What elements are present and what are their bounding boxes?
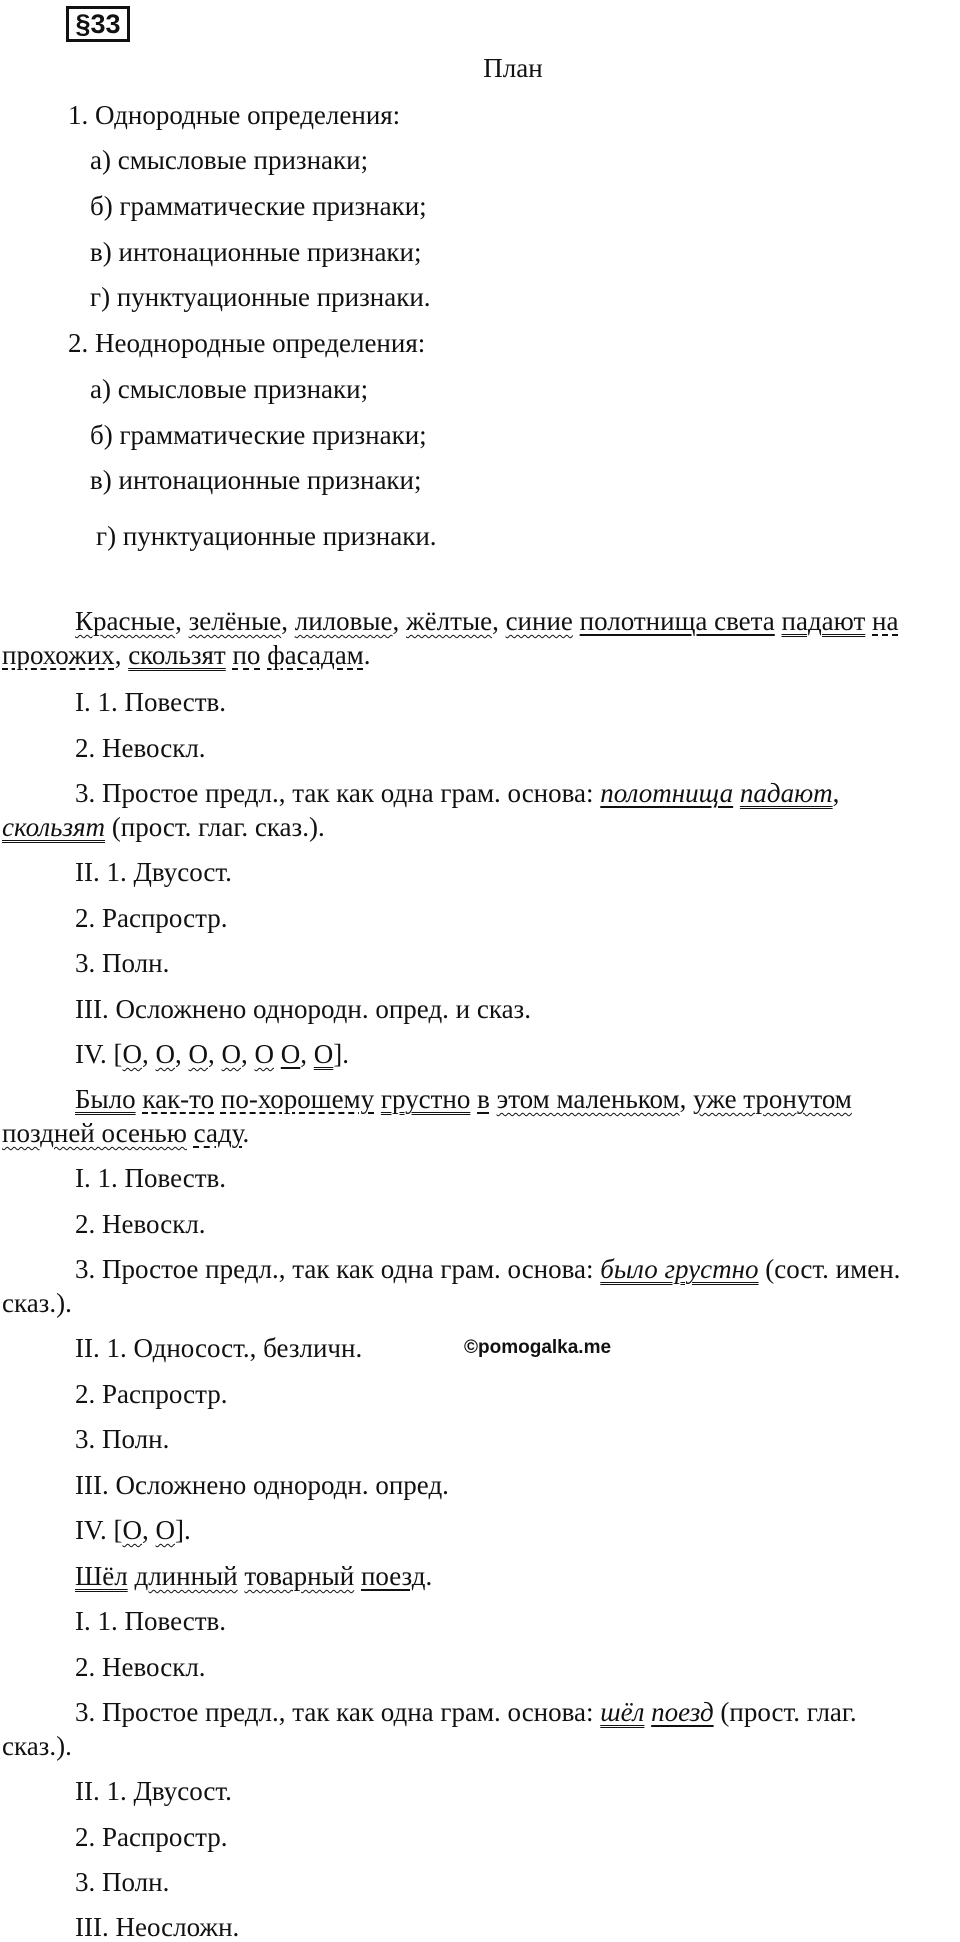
s2-analysis-4: II. 1. Односост., безличн. [75, 1333, 363, 1363]
s3-analysis-7: III. Неосложн. [75, 1912, 240, 1942]
sentence-1-line-1: Красные, зелёные, лиловые, жёлтые, синие полотнища света падают на [75, 606, 899, 636]
plan-item-2b: б) грамматические признаки; [90, 420, 427, 450]
s2-scheme: IV. [О, О]. [75, 1515, 191, 1545]
s3-analysis-5: 2. Распростр. [75, 1822, 228, 1852]
sentence-2-line-1: Было как-то по-хорошему грустно в этом маленьком, уже тронутом [75, 1084, 852, 1114]
plan-item-2d: г) пунктуационные признаки. [96, 521, 437, 551]
plan-title: План [483, 53, 543, 83]
sentence-1-line-2: прохожих, скользят по фасадам. [2, 640, 371, 670]
s2-analysis-5: 2. Распростр. [75, 1379, 228, 1409]
s1-analysis-1: I. 1. Повеств. [75, 687, 227, 717]
plan-item-2a: а) смысловые признаки; [90, 374, 369, 404]
s1-analysis-7: III. Осложнено однородн. опред. и сказ. [75, 994, 531, 1024]
s1-scheme: IV. [О, О, О, О, О О, О]. [75, 1039, 350, 1069]
s3-analysis-1: I. 1. Повеств. [75, 1606, 227, 1636]
s2-analysis-1: I. 1. Повеств. [75, 1163, 227, 1193]
plan-item-1c: в) интонационные признаки; [90, 237, 422, 267]
sentence-3-line-1: Шёл длинный товарный поезд. [75, 1561, 433, 1591]
plan-item-1d: г) пунктуационные признаки. [90, 282, 431, 312]
s3-analysis-3: 3. Простое предл., так как одна грам. основа: шёл поезд (прост. глаг. [75, 1697, 857, 1727]
s2-analysis-2: 2. Невоскл. [75, 1209, 206, 1239]
section-badge: §33 [66, 6, 130, 42]
watermark: ©pomogalka.me [464, 1337, 612, 1358]
plan-item-1a: а) смысловые признаки; [90, 145, 369, 175]
s3-analysis-2: 2. Невоскл. [75, 1652, 206, 1682]
s2-analysis-3: 3. Простое предл., так как одна грам. основа: было грустно (сост. имен. [75, 1254, 901, 1284]
s2-analysis-3-cont: сказ.). [2, 1288, 72, 1318]
s2-analysis-7: III. Осложнено однородн. опред. [75, 1470, 449, 1500]
s1-analysis-3-cont: скользят (прост. глаг. сказ.). [2, 812, 325, 842]
s3-analysis-3-cont: сказ.). [2, 1731, 72, 1761]
plan-item-2c: в) интонационные признаки; [90, 465, 422, 495]
s3-analysis-6: 3. Полн. [75, 1867, 170, 1897]
s1-analysis-5: 2. Распростр. [75, 903, 228, 933]
plan-item-1: 1. Однородные определения: [68, 100, 401, 130]
plan-item-2: 2. Неоднородные определения: [68, 328, 426, 358]
s3-analysis-4: II. 1. Двусост. [75, 1776, 232, 1806]
s1-analysis-2: 2. Невоскл. [75, 733, 206, 763]
s1-analysis-6: 3. Полн. [75, 948, 170, 978]
s2-analysis-6: 3. Полн. [75, 1424, 170, 1454]
s1-analysis-4: II. 1. Двусост. [75, 857, 232, 887]
s1-analysis-3: 3. Простое предл., так как одна грам. основа: полотнища падают, [75, 778, 840, 808]
plan-item-1b: б) грамматические признаки; [90, 191, 427, 221]
sentence-2-line-2: поздней осенью саду. [2, 1118, 250, 1148]
